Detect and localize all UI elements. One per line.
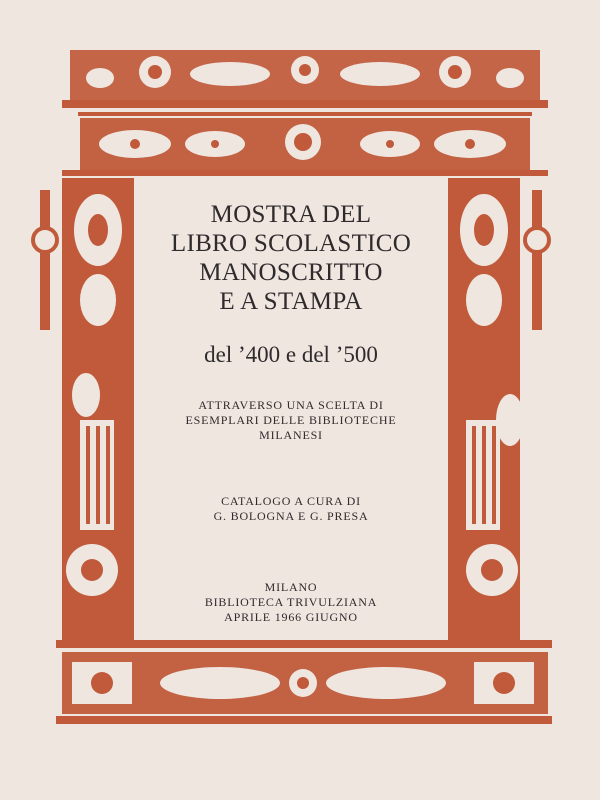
imprint-line: APRILE 1966 GIUGNO — [224, 610, 358, 624]
title-line: E A STAMPA — [219, 288, 363, 315]
editors-credit — [135, 494, 447, 524]
description-line: MILANESI — [259, 428, 323, 442]
right-pendant — [532, 190, 542, 330]
lower-cornice — [62, 170, 548, 176]
title-line: MOSTRA DEL — [210, 201, 372, 228]
subtitle: del ’400 e del ’500 — [204, 342, 378, 367]
main-title — [135, 200, 447, 316]
description-line: ESEMPLARI DELLE BIBLIOTECHE — [185, 413, 397, 427]
imprint — [135, 580, 447, 625]
upper-cornice — [62, 100, 548, 108]
editors-line: G. BOLOGNA E G. PRESA — [213, 509, 369, 523]
title-line: LIBRO SCOLASTICO — [170, 230, 412, 257]
left-pendant — [40, 190, 50, 330]
description — [135, 398, 447, 443]
title-line: MANOSCRITTO — [199, 259, 383, 286]
description-line: ATTRAVERSO UNA SCELTA DI — [198, 398, 384, 412]
base-cornice — [56, 640, 552, 648]
imprint-line: BIBLIOTECA TRIVULZIANA — [204, 595, 378, 609]
editors-line: CATALOGO A CURA DI — [221, 494, 361, 508]
imprint-line: MILANO — [264, 580, 318, 594]
